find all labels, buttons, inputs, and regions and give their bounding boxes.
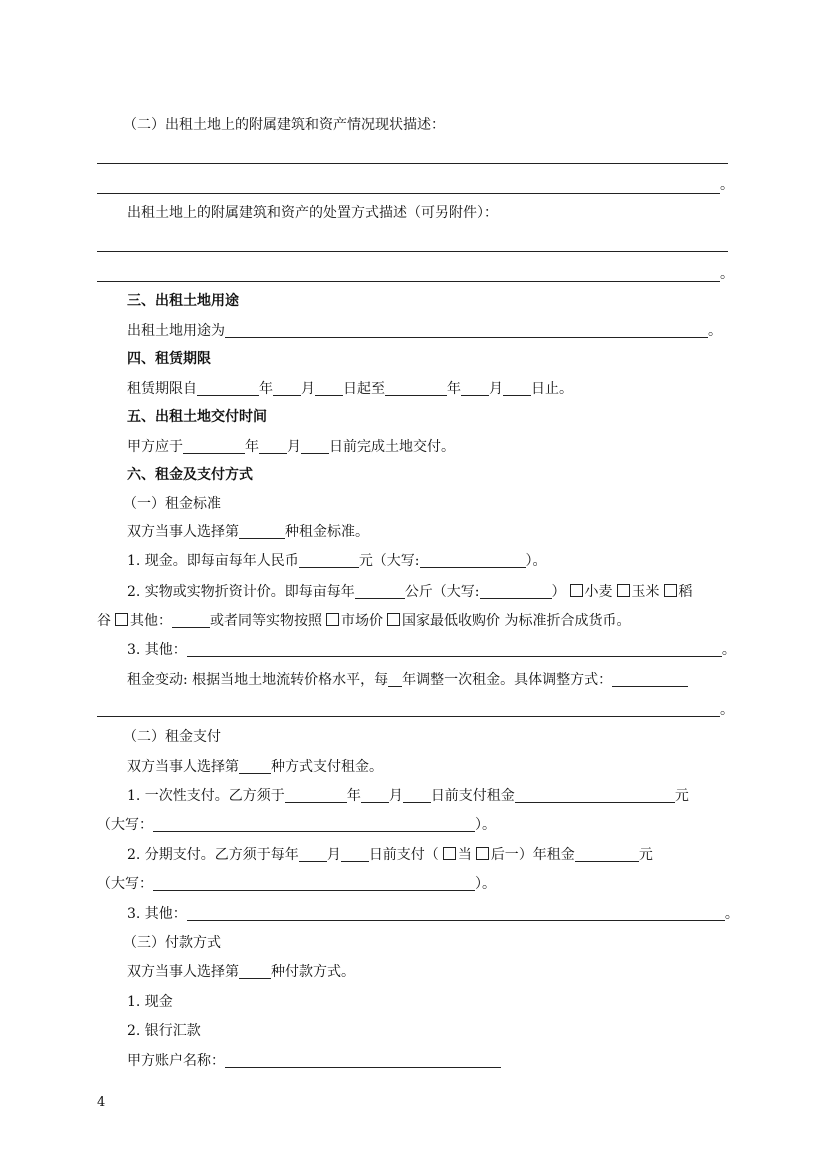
in-kind-text: 谷 bbox=[97, 613, 111, 629]
installment-text: ）年租金 bbox=[518, 847, 575, 863]
lease-text: 年 bbox=[447, 381, 461, 397]
cash-daxie-blank[interactable] bbox=[420, 552, 526, 568]
account-name-blank[interactable] bbox=[225, 1052, 501, 1068]
lump-day-blank[interactable] bbox=[403, 787, 431, 803]
rent-standard-choice-line bbox=[127, 522, 369, 542]
min-price-label: 国家最低收购价 bbox=[402, 613, 500, 629]
rent-change-text: 年调整一次租金。具体调整方式： bbox=[402, 672, 613, 688]
rent-change-line bbox=[127, 670, 688, 690]
delivery-text: 甲方应于 bbox=[127, 439, 183, 455]
payment-other-line bbox=[127, 904, 739, 924]
rent-payment-heading: （二）租金支付 bbox=[123, 729, 221, 745]
section-6-title: 六、租金及支付方式 bbox=[127, 467, 253, 483]
pay-method-choice-blank[interactable] bbox=[239, 963, 271, 979]
end-day-blank[interactable] bbox=[503, 380, 531, 396]
lease-text: 年 bbox=[259, 381, 273, 397]
lump-month-blank[interactable] bbox=[361, 787, 389, 803]
rent-other-line bbox=[127, 640, 736, 660]
period: 。 bbox=[708, 323, 722, 339]
installment-line bbox=[127, 845, 653, 865]
pay-method-cash: 1. 现金 bbox=[127, 994, 173, 1010]
pay-method-bank: 2. 银行汇款 bbox=[127, 1023, 201, 1039]
in-kind-text: 或者同等实物按照 bbox=[210, 613, 322, 629]
market-price-label: 市场价 bbox=[341, 613, 383, 629]
payment-choice-line bbox=[127, 757, 383, 777]
lease-period-line bbox=[127, 379, 573, 399]
land-use-label: 出租土地用途为 bbox=[127, 323, 225, 339]
cash-text: 1. 现金。即每亩每年人民币 bbox=[127, 553, 299, 569]
next-year-label: 后一 bbox=[490, 847, 519, 863]
lease-text: 月 bbox=[489, 381, 503, 397]
current-year-label: 当 bbox=[457, 847, 472, 863]
delivery-year-blank[interactable] bbox=[183, 438, 245, 454]
in-kind-rent-line bbox=[127, 582, 693, 602]
in-kind-rent-line-2 bbox=[97, 611, 630, 631]
corn-label: 玉米 bbox=[631, 584, 660, 600]
inst-daxie-blank[interactable] bbox=[153, 875, 475, 891]
lump-sum-text: 日前支付租金 bbox=[430, 788, 515, 804]
choice-text: 种方式支付租金。 bbox=[271, 759, 383, 775]
in-kind-text: 2. 实物或实物折资计价。即每亩每年 bbox=[127, 584, 355, 600]
installment-text: 月 bbox=[326, 847, 341, 863]
land-use-blank[interactable] bbox=[225, 322, 708, 338]
current-year-checkbox[interactable] bbox=[443, 847, 456, 860]
disposal-label: 出租土地上的附属建筑和资产的处置方式描述（可另附件）： bbox=[127, 205, 498, 221]
lump-sum-text: 元 bbox=[674, 788, 689, 804]
inst-day-blank[interactable] bbox=[341, 846, 369, 862]
lease-text: 租赁期限自 bbox=[127, 381, 197, 397]
land-use-line bbox=[127, 321, 722, 341]
rent-change-text: 租金变动: 根据当地土地流转价格水平，每 bbox=[127, 672, 389, 688]
section-5-title: 五、出租土地交付时间 bbox=[127, 409, 267, 425]
page-number: 4 bbox=[97, 1095, 106, 1110]
start-month-blank[interactable] bbox=[273, 380, 301, 396]
fill-line[interactable] bbox=[97, 281, 720, 282]
in-kind-text: 为标准折合成货币。 bbox=[504, 613, 631, 629]
period: 。 bbox=[724, 906, 739, 922]
daxie-text: ）。 bbox=[475, 817, 496, 833]
cash-rent-line bbox=[127, 551, 547, 571]
pay-method-choice-line bbox=[127, 962, 355, 982]
lump-year-blank[interactable] bbox=[285, 787, 347, 803]
fill-line[interactable] bbox=[97, 163, 728, 164]
wheat-checkbox[interactable] bbox=[570, 584, 583, 597]
choice-text: 双方当事人选择第 bbox=[127, 964, 239, 980]
fill-line[interactable] bbox=[97, 193, 720, 194]
end-month-blank[interactable] bbox=[461, 380, 489, 396]
fill-line[interactable] bbox=[97, 716, 720, 717]
rice-label: 稻 bbox=[678, 584, 693, 600]
lump-sum-text: 1. 一次性支付。乙方须于 bbox=[127, 788, 285, 804]
cash-amount-blank[interactable] bbox=[299, 552, 359, 568]
start-day-blank[interactable] bbox=[315, 380, 343, 396]
asset-status-heading: （二）出租土地上的附属建筑和资产情况现状描述： bbox=[123, 117, 445, 133]
wheat-label: 小麦 bbox=[584, 584, 613, 600]
in-kind-text: ） bbox=[551, 584, 566, 600]
choice-text: 种租金标准。 bbox=[285, 524, 369, 540]
next-year-checkbox[interactable] bbox=[476, 847, 489, 860]
period: 。 bbox=[720, 177, 734, 193]
lump-amount-blank[interactable] bbox=[515, 787, 675, 803]
daxie-text: （大写： bbox=[97, 817, 153, 833]
adjust-method-blank[interactable] bbox=[612, 671, 688, 687]
other-label: 3. 其他： bbox=[127, 642, 187, 658]
installment-text: 元 bbox=[638, 847, 653, 863]
period: 。 bbox=[720, 266, 734, 282]
delivery-text: 月 bbox=[287, 439, 301, 455]
section-3-title: 三、出租土地用途 bbox=[127, 293, 239, 309]
other-crop-label: 其他： bbox=[130, 613, 172, 629]
lump-daxie-blank[interactable] bbox=[153, 816, 475, 832]
account-name-label: 甲方账户名称： bbox=[127, 1053, 225, 1069]
other-label: 3. 其他： bbox=[127, 906, 187, 922]
period: 。 bbox=[720, 702, 734, 718]
kg-daxie-blank[interactable] bbox=[480, 583, 552, 599]
choice-text: 种付款方式。 bbox=[271, 964, 355, 980]
lump-sum-text: 月 bbox=[388, 788, 403, 804]
lump-sum-line bbox=[127, 786, 689, 806]
other-crop-checkbox[interactable] bbox=[115, 613, 128, 626]
delivery-line bbox=[127, 437, 455, 457]
section-4-title: 四、租赁期限 bbox=[127, 351, 211, 367]
other-crop-blank[interactable] bbox=[172, 612, 210, 628]
end-year-blank[interactable] bbox=[385, 380, 447, 396]
lease-text: 日止。 bbox=[531, 381, 573, 397]
inst-daxie-line bbox=[97, 874, 496, 894]
start-year-blank[interactable] bbox=[197, 380, 259, 396]
inst-amount-blank[interactable] bbox=[575, 846, 639, 862]
rent-standard-choice-blank[interactable] bbox=[239, 523, 285, 539]
fill-line[interactable] bbox=[97, 251, 728, 252]
choice-text: 双方当事人选择第 bbox=[127, 759, 239, 775]
choice-text: 双方当事人选择第 bbox=[127, 524, 239, 540]
delivery-day-blank[interactable] bbox=[301, 438, 329, 454]
delivery-month-blank[interactable] bbox=[259, 438, 287, 454]
lump-daxie-line bbox=[97, 815, 496, 835]
lump-sum-text: 年 bbox=[346, 788, 361, 804]
cash-text: ）。 bbox=[525, 553, 547, 569]
lease-text: 日起至 bbox=[343, 381, 385, 397]
installment-text: 2. 分期支付。乙方须于每年 bbox=[127, 847, 299, 863]
daxie-text: （大写： bbox=[97, 876, 153, 892]
market-price-checkbox[interactable] bbox=[326, 613, 339, 626]
delivery-text: 年 bbox=[245, 439, 259, 455]
pay-method-heading: （三）付款方式 bbox=[123, 935, 221, 951]
lease-text: 月 bbox=[301, 381, 315, 397]
rent-other-blank[interactable] bbox=[187, 641, 722, 657]
payment-choice-blank[interactable] bbox=[239, 758, 271, 774]
payment-other-blank[interactable] bbox=[187, 905, 725, 921]
period: 。 bbox=[721, 642, 736, 658]
delivery-text: 日前完成土地交付。 bbox=[329, 439, 455, 455]
rent-standard-heading: （一）租金标准 bbox=[123, 496, 221, 512]
daxie-text: ）。 bbox=[475, 876, 496, 892]
min-price-checkbox[interactable] bbox=[387, 613, 400, 626]
cash-text: 元（大写: bbox=[358, 553, 420, 569]
inst-month-blank[interactable] bbox=[299, 846, 327, 862]
rice-checkbox[interactable] bbox=[664, 584, 677, 597]
kg-amount-blank[interactable] bbox=[355, 583, 405, 599]
corn-checkbox[interactable] bbox=[617, 584, 630, 597]
account-name-line bbox=[127, 1051, 501, 1071]
adjust-years-blank[interactable] bbox=[388, 671, 402, 687]
installment-text: 日前支付（ bbox=[368, 847, 439, 863]
in-kind-text: 公斤（大写: bbox=[404, 584, 480, 600]
